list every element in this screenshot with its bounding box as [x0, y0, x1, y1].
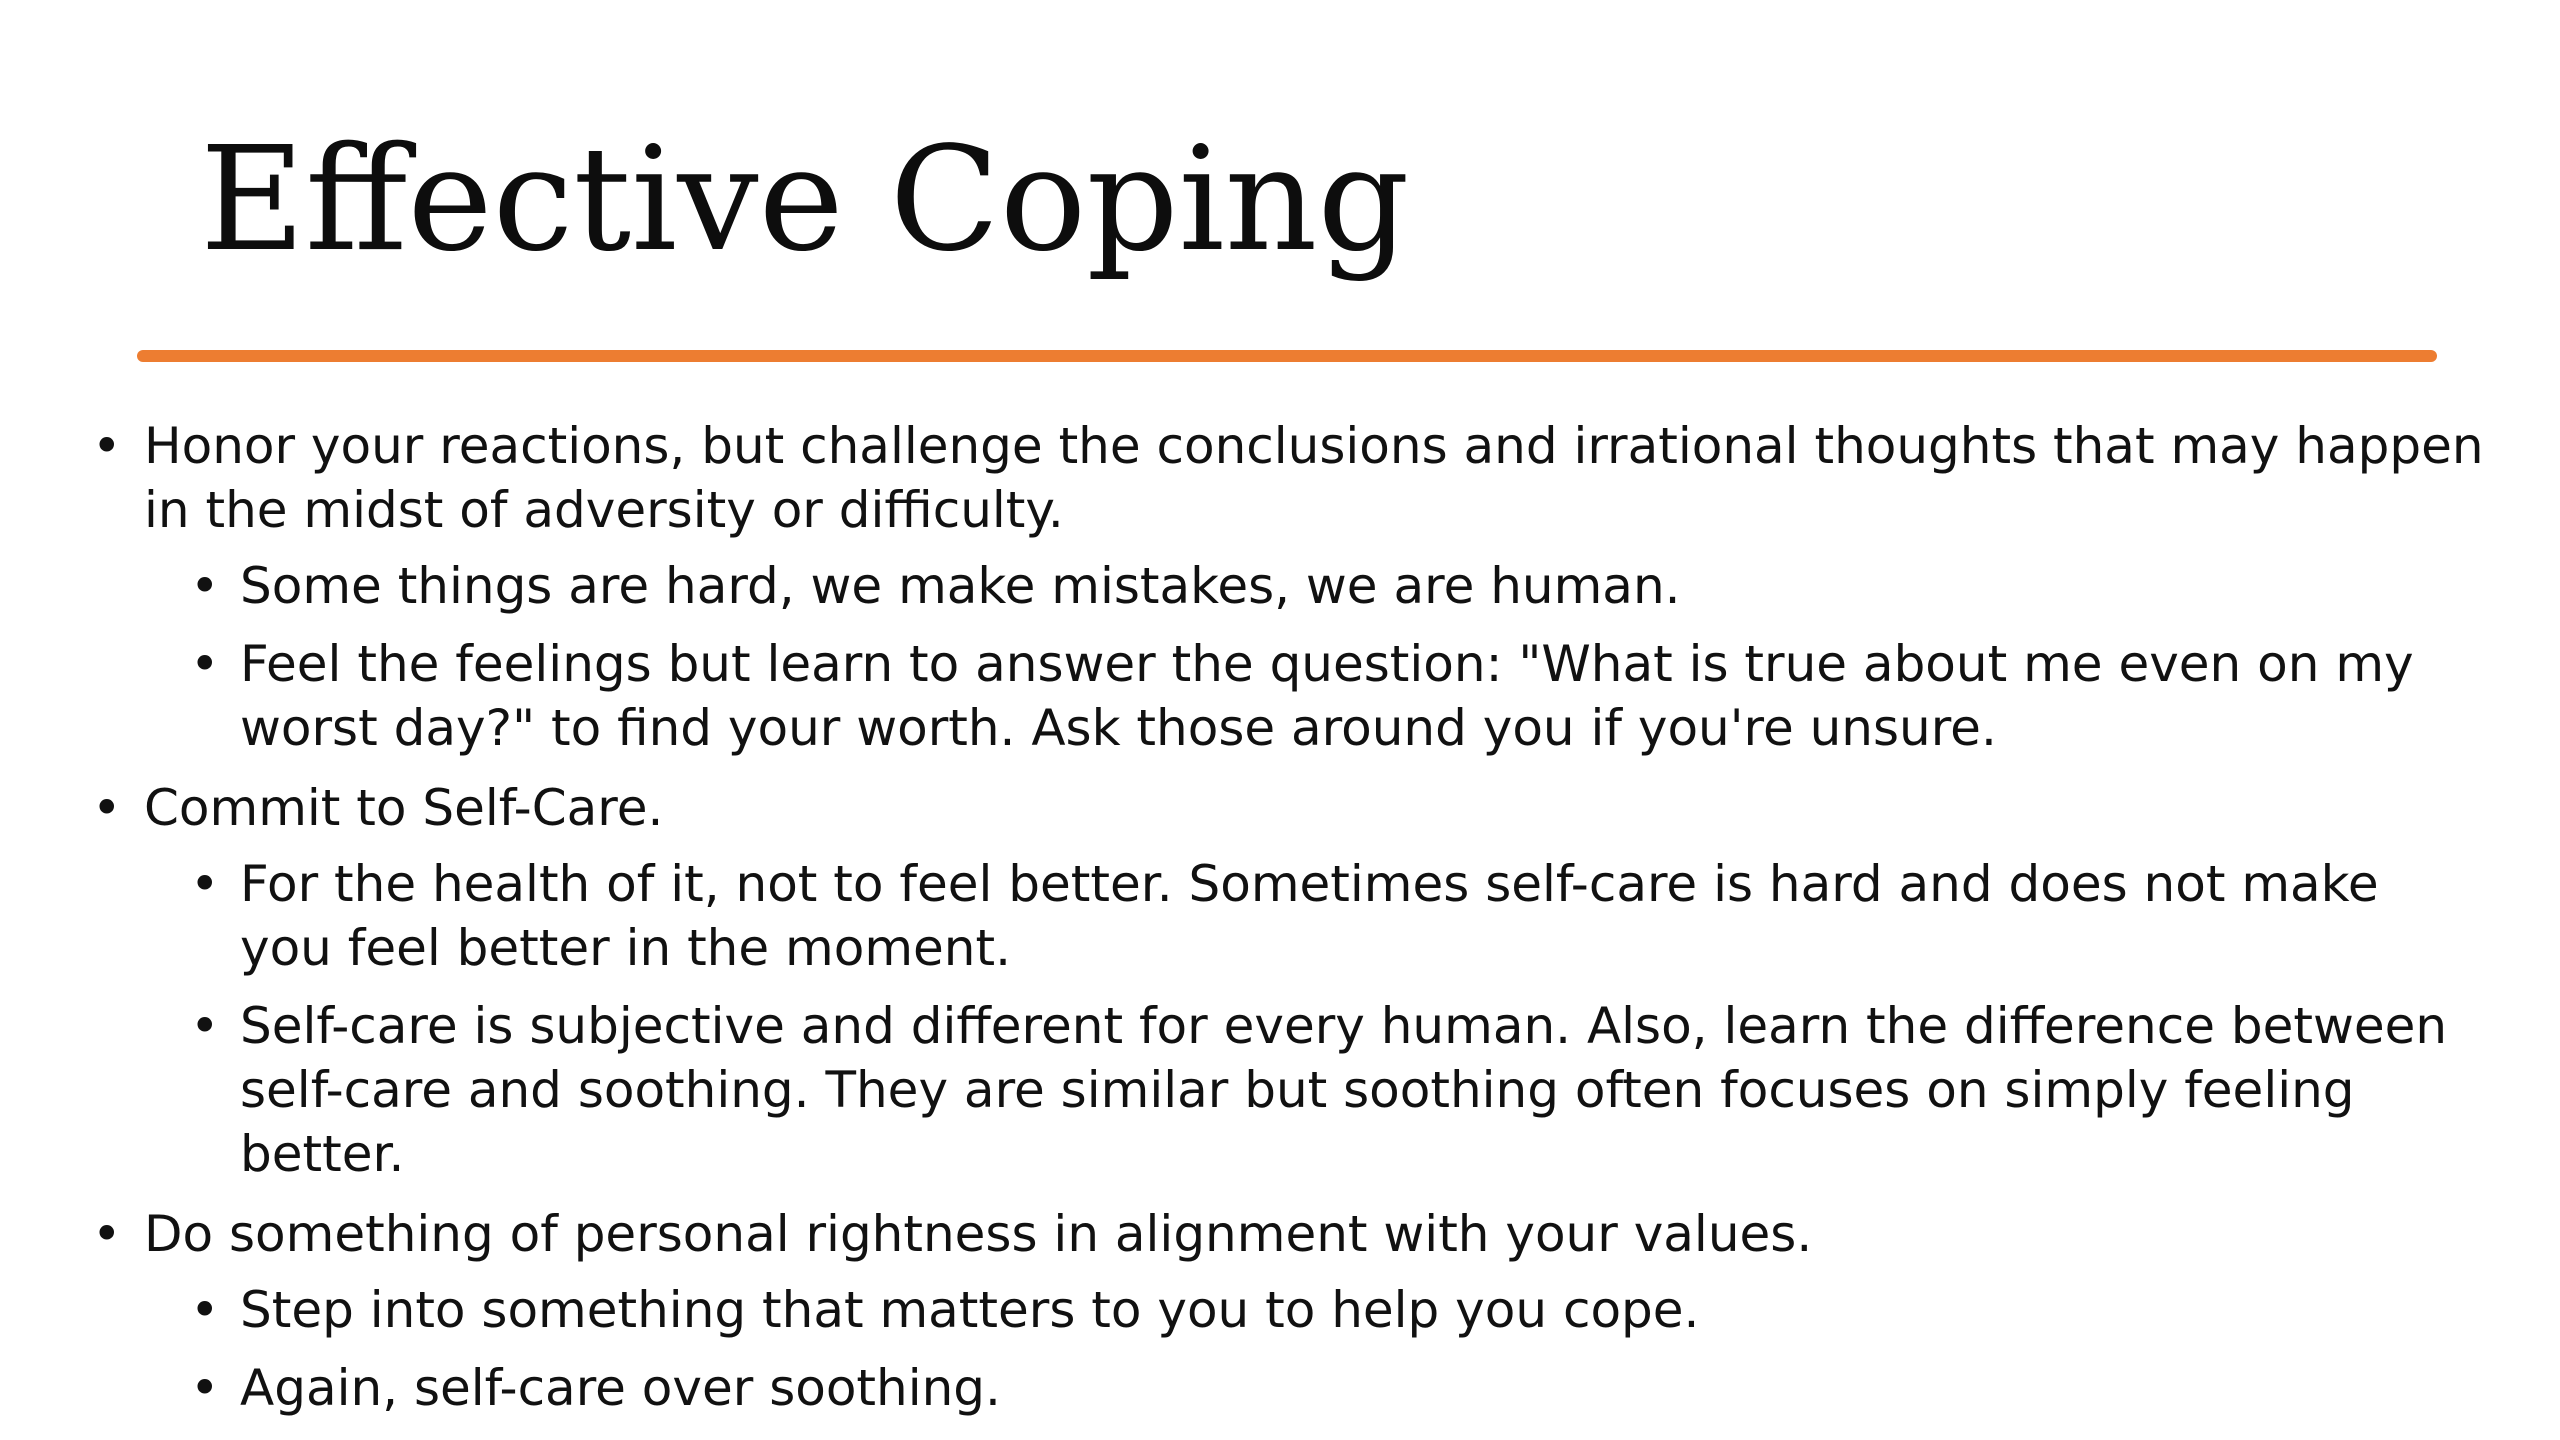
sub-bullet-text: Some things are hard, we make mistakes, we are human.: [240, 557, 1681, 615]
sub-bullet-list: [144, 1278, 2492, 1420]
sub-bullet-text: For the health of it, not to feel better. Sometimes self-care is hard and does not make you feel better in the moment.: [240, 855, 2379, 977]
bullet-icon: •: [92, 779, 122, 837]
bullet-text: Do something of personal rightness in alignment with your values.: [144, 1205, 1813, 1263]
sub-bullet-item: [190, 852, 2492, 980]
sub-bullet-text: Feel the feelings but learn to answer the question: "What is true about me even on my worst day?" to find your worth. Ask those around you if you're unsure.: [240, 635, 2414, 757]
sub-bullet-item: [190, 632, 2492, 760]
sub-bullet-text: Self-care is subjective and different for every human. Also, learn the difference between self-care and soothing. They are similar but soothing often focuses on simply feeling better.: [240, 997, 2448, 1183]
bullet-item: [92, 776, 2492, 1186]
sub-bullet-item: [190, 554, 2492, 618]
bullet-text: Honor your reactions, but challenge the conclusions and irrational thoughts that may happen in the midst of adversity or difficulty.: [144, 417, 2484, 539]
bullet-icon: •: [190, 557, 220, 615]
sub-bullet-text: Step into something that matters to you to help you cope.: [240, 1281, 1700, 1339]
sub-bullet-list: [144, 554, 2492, 760]
bullet-list: [92, 414, 2492, 1436]
bullet-icon: •: [190, 1281, 220, 1339]
sub-bullet-item: [190, 1278, 2492, 1342]
sub-bullet-list: [144, 852, 2492, 1186]
bullet-item: [92, 414, 2492, 760]
bullet-icon: •: [190, 1359, 220, 1417]
bullet-icon: •: [190, 635, 220, 693]
bullet-icon: •: [190, 855, 220, 913]
sub-bullet-text: Again, self-care over soothing.: [240, 1359, 1001, 1417]
bullet-icon: •: [92, 1205, 122, 1263]
bullet-icon: •: [92, 417, 122, 475]
bullet-item: [92, 1202, 2492, 1420]
bullet-text: Commit to Self-Care.: [144, 779, 664, 837]
sub-bullet-item: [190, 994, 2492, 1186]
slide-title: Effective Coping: [200, 115, 1410, 283]
title-divider: [137, 350, 2437, 362]
bullet-icon: •: [190, 997, 220, 1055]
sub-bullet-item: [190, 1356, 2492, 1420]
